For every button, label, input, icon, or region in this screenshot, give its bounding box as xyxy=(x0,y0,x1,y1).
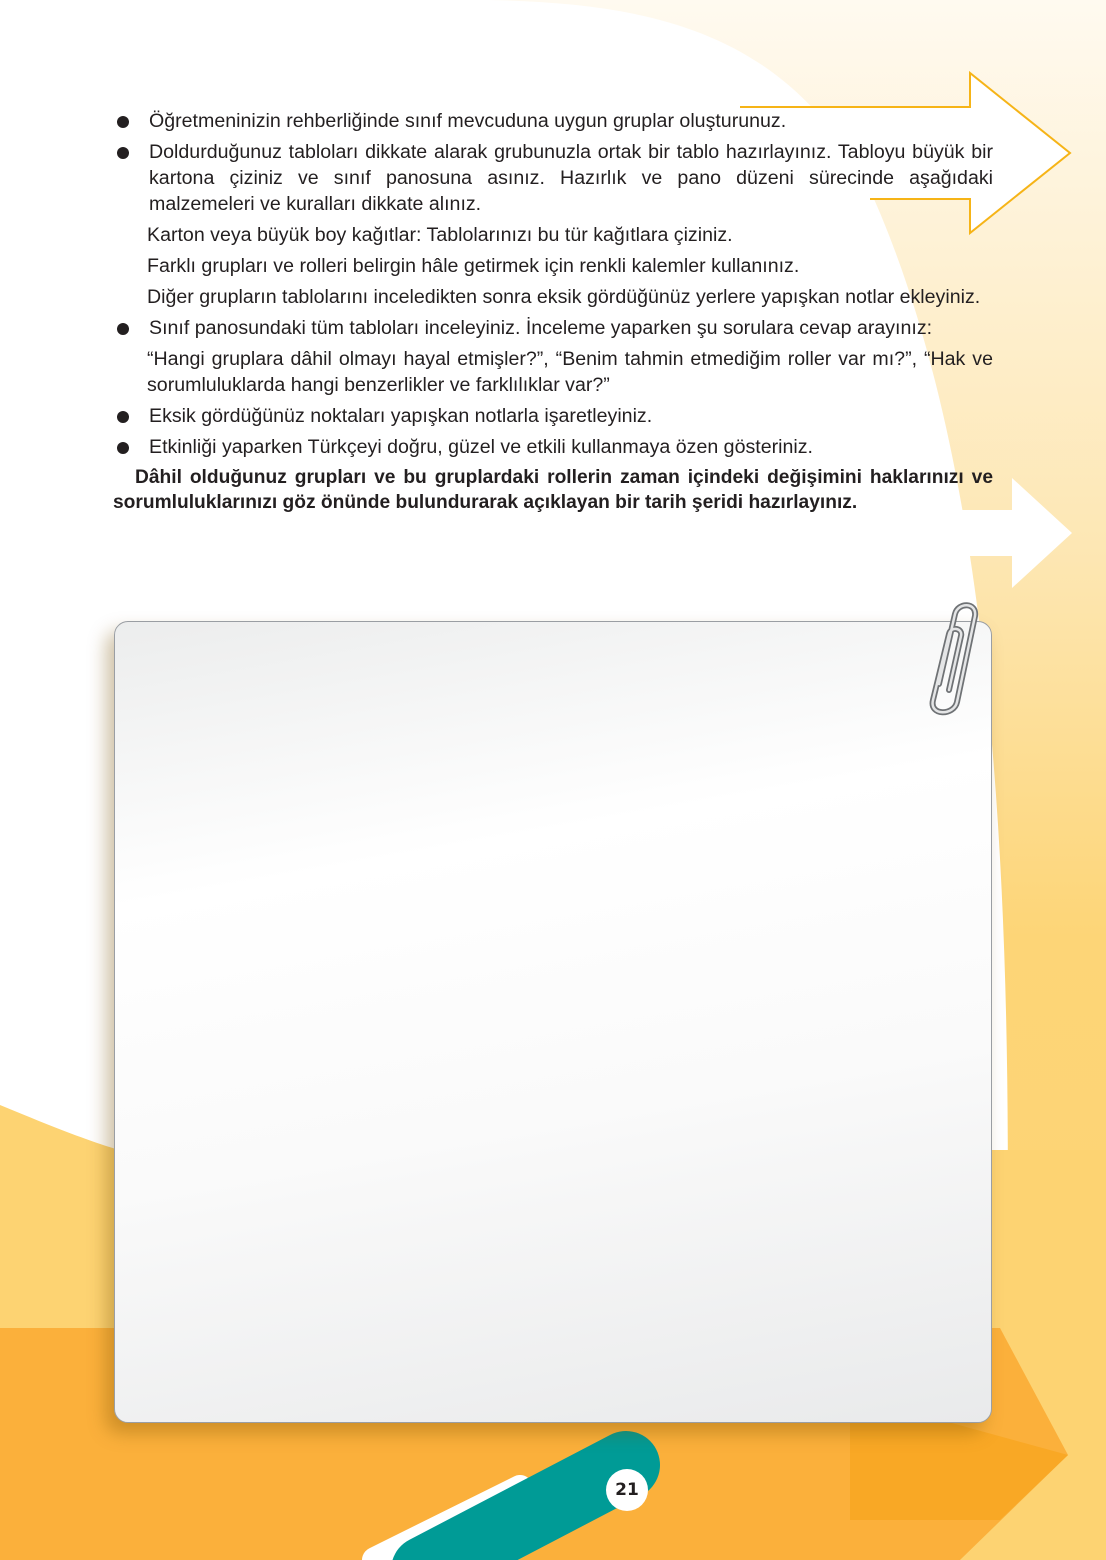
bullet-item: Eksik gördüğünüz noktaları yapışkan notlarla işaretleyiniz. xyxy=(113,403,993,429)
bullet-dot-icon xyxy=(117,323,129,335)
instructions-section xyxy=(113,108,993,515)
task-statement: Dâhil olduğunuz grupları ve bu gruplardaki rollerin zaman içindeki değişimini haklarınızı ve sorumluluklarınızı göz önünde bulundurarak açıklayan bir tarih şeridi hazırlayınız. xyxy=(113,467,993,513)
sub-item: Farklı grupları ve rolleri belirgin hâle getirmek için renkli kalemler kullanınız. xyxy=(147,255,800,277)
bullet-dot-icon xyxy=(117,147,129,159)
answer-card[interactable] xyxy=(114,621,992,1423)
bullet-item: Sınıf panosundaki tüm tabloları inceleyiniz. İnceleme yaparken şu sorulara cevap arayınız: xyxy=(113,315,993,341)
bullet-item: Öğretmeninizin rehberliğinde sınıf mevcuduna uygun gruplar oluşturunuz. xyxy=(113,108,993,134)
page-number: 21 xyxy=(606,1469,648,1511)
sub-item: “Hangi gruplara dâhil olmayı hayal etmişler?”, “Benim tahmin etmediğim roller var mı?”, “Hak ve sorumluluklarda hangi benzerlikler ve farklılıklar var?” xyxy=(147,348,993,396)
bullet-dot-icon xyxy=(117,442,129,454)
sub-item: Diğer grupların tablolarını inceledikten sonra eksik gördüğünüz yerlere yapışkan notlar ekleyiniz. xyxy=(147,286,981,308)
bullet-item: Etkinliği yaparken Türkçeyi doğru, güzel ve etkili kullanmaya özen gösteriniz. xyxy=(113,434,993,460)
paperclip-icon xyxy=(905,592,985,722)
sub-item: Karton veya büyük boy kağıtlar: Tablolarınızı bu tür kağıtlara çiziniz. xyxy=(147,224,733,246)
bullet-dot-icon xyxy=(117,116,129,128)
bullet-dot-icon xyxy=(117,411,129,423)
bullet-item: Doldurduğunuz tabloları dikkate alarak grubunuzla ortak bir tablo hazırlayınız. Tabloyu büyük bir kartona çiziniz ve sınıf panosuna asınız. Hazırlık ve pano düzeni sürecinde aşağıdaki malzemeleri ve kuralları dikkate alınız. xyxy=(113,139,993,217)
